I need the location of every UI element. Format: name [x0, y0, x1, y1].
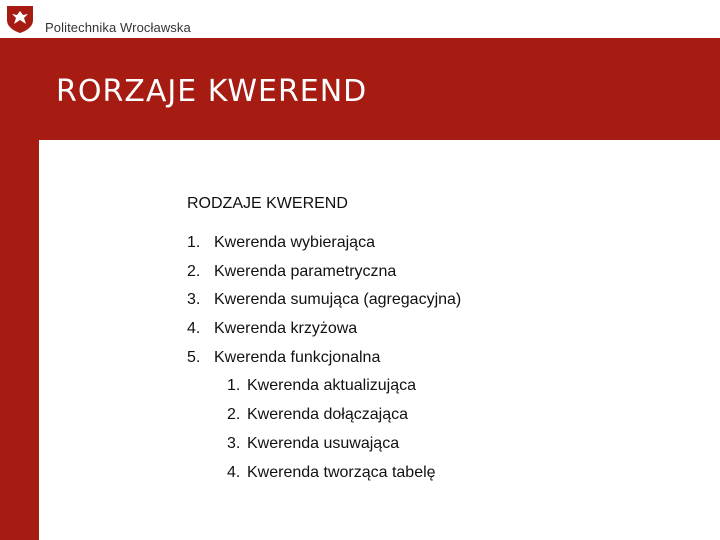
sub-list-item-text: Kwerenda aktualizująca — [247, 377, 416, 395]
list-item-text: Kwerenda funkcjonalna — [214, 348, 381, 366]
sub-list-item-number: 3. — [227, 434, 241, 452]
list-item-number: 2. — [187, 262, 201, 280]
list-item-number: 5. — [187, 348, 201, 366]
sub-list-item-number: 2. — [227, 406, 241, 424]
list-item-text: Kwerenda wybierająca — [214, 234, 375, 251]
content-subtitle: RODZAJE KWEREND — [187, 195, 348, 212]
list-item — [187, 258, 461, 287]
slide-title: RORZAJE KWEREND — [56, 74, 368, 109]
sub-list-item — [187, 372, 461, 401]
list-item-text: Kwerenda sumująca (agregacyjna) — [214, 291, 462, 309]
list-item-text: Kwerenda krzyżowa — [214, 320, 358, 338]
list-item — [187, 344, 461, 373]
list-item — [187, 286, 461, 315]
left-accent-bar — [0, 0, 39, 540]
institution-name: Politechnika Wrocławska — [45, 20, 191, 35]
slide-content — [187, 193, 461, 487]
list-item — [187, 315, 461, 344]
sub-list-item-number: 1. — [227, 377, 241, 395]
list-item — [187, 229, 461, 258]
sub-list-item-number: 4. — [227, 463, 241, 481]
list-item-text: Kwerenda parametryczna — [214, 262, 397, 280]
sub-list-item-text: Kwerenda dołączająca — [247, 406, 408, 424]
sub-list-item-text: Kwerenda tworząca tabelę — [247, 463, 436, 481]
list-item-number: 3. — [187, 291, 201, 309]
sub-list-item-text: Kwerenda usuwająca — [247, 434, 400, 452]
list-item-number: 1. — [187, 234, 201, 251]
list-item-number: 4. — [187, 320, 201, 338]
sub-list-item — [187, 430, 461, 459]
sub-list-item — [187, 401, 461, 430]
sub-list-item — [187, 459, 461, 488]
university-emblem-icon — [5, 4, 35, 34]
